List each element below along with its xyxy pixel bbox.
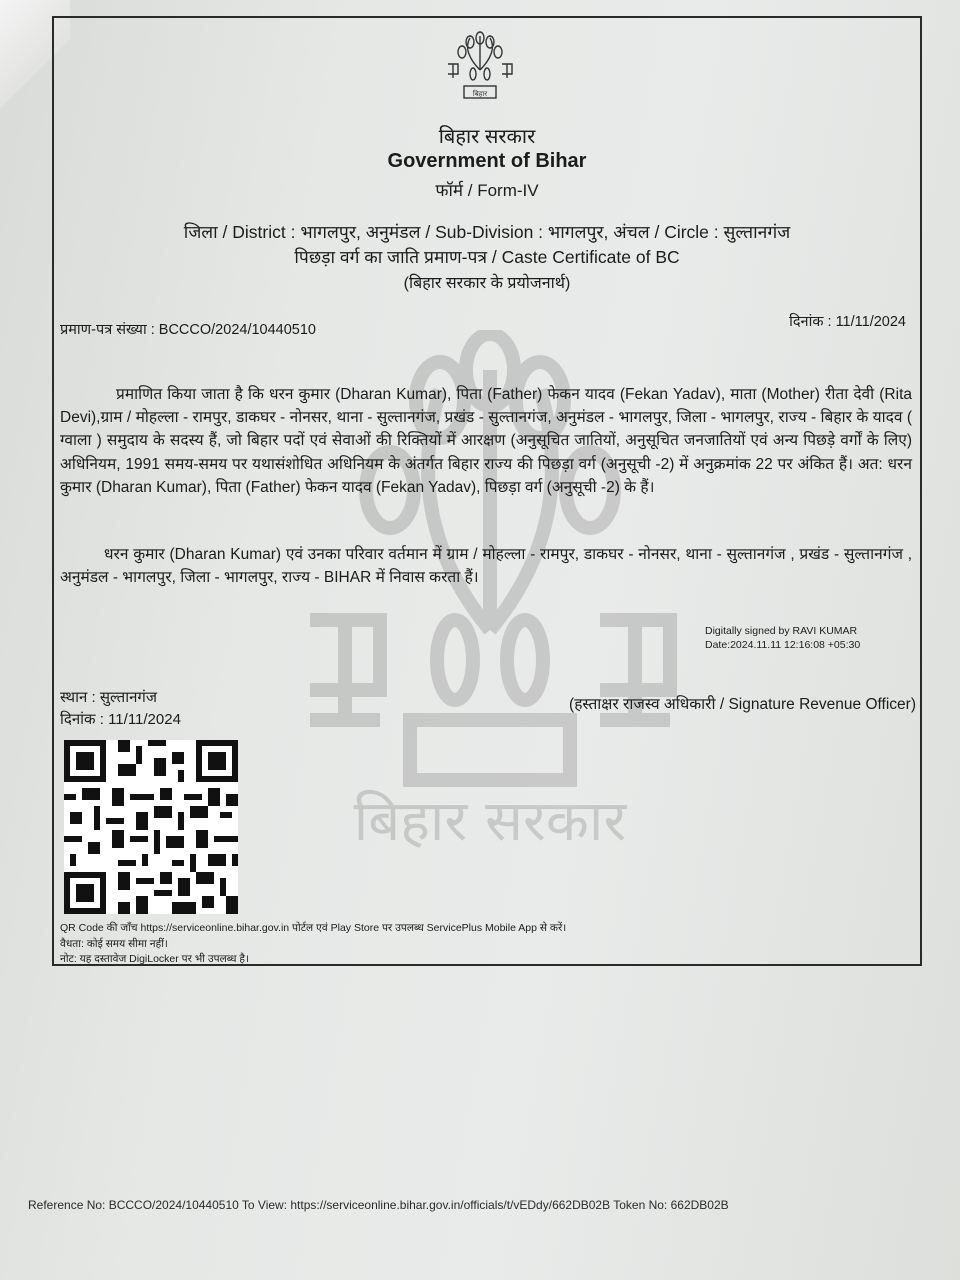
- title-english: Government of Bihar: [387, 150, 587, 172]
- svg-text:बिहार सरकार: बिहार सरकार: [353, 789, 627, 854]
- title-hindi: बिहार सरकार: [438, 126, 536, 148]
- certificate-number: प्रमाण-पत्र संख्या : BCCCO/2024/10440510: [60, 322, 316, 338]
- signature-date: दिनांक : 11/11/2024: [60, 711, 181, 728]
- reference-line: Reference No: BCCCO/2024/10440510 To View: https://serviceonline.bihar.gov.in/officials/t/vEDdy/662DB02B Token No: 662DB02B: [28, 1198, 729, 1212]
- digital-signature-date: Date:2024.11.11 12:16:08 +05:30: [705, 639, 861, 651]
- bihar-emblem-icon: [440, 30, 520, 102]
- certificate-title: पिछड़ा वर्ग का जाति प्रमाण-पत्र / Caste Certificate of BC: [294, 247, 680, 267]
- validity-note: वैधता: कोई समय सीमा नहीं।: [60, 938, 168, 950]
- form-number: फॉर्म / Form-IV: [435, 181, 539, 200]
- qr-verification-note: QR Code की जाँच https://serviceonline.bihar.gov.in पोर्टल एवं Play Store पर उपलब्ध ServicePlus Mobile App से करें।: [60, 922, 567, 934]
- certification-paragraph: प्रमाणित किया जाता है कि धरन कुमार (Dharan Kumar), पिता (Father) फेकन यादव (Fekan Yadav), माता (Mother) रीता देवी (Rita Devi),ग्राम / मोहल्ला - रामपुर, डाकघर - नोनसर, थाना - सुल्तानगंज, प्रखंड - सुल्तानगंज, अनुमंडल - भागलपुर, जिला - भागलपुर, राज्य - बिहार के यादव ( ग्वाला ) समुदाय के सदस्य हैं, जो बिहार पदों एवं सेवाओं की रिक्तियों में आरक्षण (अनुसूचित जातियों, अनुसूचित जनजातियों एवं अन्य पिछड़े वर्गों के लिए) अधिनियम, 1991 समय-समय पर यथासंशोधित अधिनियम के अंतर्गत बिहार राज्य की पिछड़ा वर्ग (अनुसूची -2) में अनुक्रमांक 22 पर अंकित हैं। अत: धरन कुमार (Dharan Kumar), पिता (Father) फेकन यादव (Fekan Yadav), पिछड़ा वर्ग (अनुसूची -2) के हैं।: [60, 386, 912, 496]
- digital-signature-name: Digitally signed by RAVI KUMAR: [705, 625, 858, 637]
- certificate-date: दिनांक : 11/11/2024: [789, 314, 906, 330]
- purpose-line: (बिहार सरकार के प्रयोजनार्थ): [403, 275, 571, 292]
- district-line: जिला / District : भागलपुर, अनुमंडल / Sub-Division : भागलपुर, अंचल / Circle : सुल्तानगंज: [183, 222, 791, 242]
- svg-text:बिहार: बिहार: [472, 90, 488, 98]
- place: स्थान : सुल्तानगंज: [60, 689, 157, 706]
- digilocker-note: नोट: यह दस्तावेज DigiLocker पर भी उपलब्ध है।: [60, 953, 249, 965]
- residence-paragraph: धरन कुमार (Dharan Kumar) एवं उनका परिवार वर्तमान में ग्राम / मोहल्ला - रामपुर, डाकघर - नोनसर, थाना - सुल्तानगंज , प्रखंड - सुल्तानगंज , अनुमंडल - भागलपुर, जिला - भागलपुर, राज्य - BIHAR में निवास करता हैं।: [60, 546, 912, 587]
- qr-code-icon: [64, 740, 238, 914]
- officer-signature-label: (हस्ताक्षर राजस्व अधिकारी / Signature Revenue Officer): [569, 696, 916, 713]
